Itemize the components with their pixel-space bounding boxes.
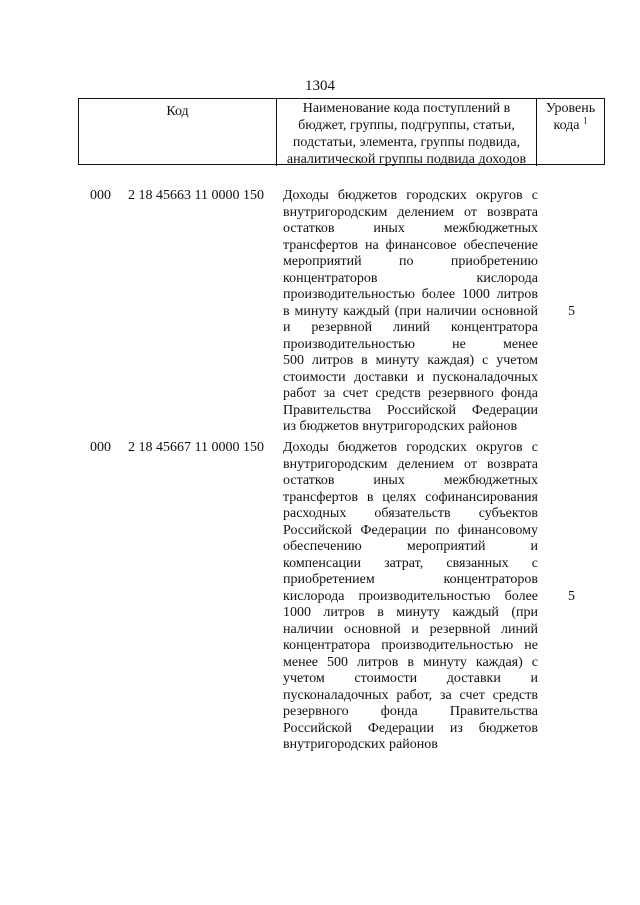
description-line: концентратора производительностью не [283, 638, 538, 653]
description-line: кислорода производительностью более [283, 588, 538, 604]
description-line: производительностью не менее [283, 336, 538, 352]
description-line: 1000 литров в минуту каждый (при [283, 605, 538, 620]
header-level-line2 [537, 117, 604, 134]
description-line: в минуту каждый (при наличии основной [283, 303, 538, 319]
description-line: работ за счет средств резервного фонда [283, 386, 538, 401]
description-line: 500 литров в минуту каждая) с учетом [283, 353, 538, 368]
header-name-line: подстатьи, элемента, группы подвида, [292, 135, 521, 150]
description-line: остатков иных межбюджетных [283, 221, 538, 236]
description-line: учетом стоимости доставки и [283, 671, 538, 686]
description-line: концентраторов кислорода [283, 270, 538, 286]
budget-code: 2 18 45663 11 0000 150 [128, 188, 264, 203]
header-name-line: аналитической группы подвида доходов [286, 152, 527, 167]
description-line: компенсации затрат, связанных с [283, 555, 538, 571]
description-line: трансфертов в целях софинансирования [283, 489, 538, 505]
description-line: из бюджетов внутригородских районов [283, 419, 518, 434]
description-line: остатков иных межбюджетных [283, 473, 538, 488]
header-name [277, 99, 537, 166]
description-line: расходных обязательств субъектов [283, 506, 538, 521]
footnote-marker: 1 [583, 115, 588, 126]
header-level-line1: Уровень [545, 101, 596, 116]
description-line: Доходы бюджетов городских округов с [283, 440, 538, 455]
row-description [283, 188, 538, 436]
code-level: 5 [568, 304, 575, 319]
description-line: обеспечению мероприятий и [283, 539, 538, 554]
description-line: и резервной линий концентратора [283, 320, 538, 335]
page-number: 1304 [305, 78, 335, 94]
description-line: Российской Федерации из бюджетов [283, 720, 538, 736]
description-line: мероприятий по приобретению [283, 254, 538, 269]
description-line: внутригородским делением от возврата [283, 204, 538, 220]
description-line: Российской Федерации по финансовому [283, 522, 538, 538]
header-level-label: кода [553, 118, 580, 133]
description-line: приобретением концентраторов [283, 572, 538, 587]
header-name-line: Наименование кода поступлений в [302, 101, 511, 116]
description-line: Правительства Российской Федерации [283, 402, 538, 418]
description-line: внутригородским делением от возврата [283, 456, 538, 472]
description-line: трансфертов на финансовое обеспечение [283, 237, 538, 253]
header-name-line: бюджет, группы, подгруппы, статьи, [298, 118, 515, 133]
description-line: пусконаладочных работ, за счет средств [283, 687, 538, 703]
description-line: внутригородских районов [283, 737, 438, 752]
description-line: Доходы бюджетов городских округов с [283, 188, 538, 203]
description-line: наличии основной и резервной линий [283, 621, 538, 637]
row-description [283, 440, 538, 754]
budget-code: 2 18 45667 11 0000 150 [128, 440, 264, 455]
description-line: стоимости доставки и пусконаладочных [283, 369, 538, 385]
table-header [78, 98, 605, 165]
description-line: менее 500 литров в минуту каждая) с [283, 654, 538, 670]
code-level: 5 [568, 589, 575, 604]
description-line: резервного фонда Правительства [283, 704, 538, 719]
admin-code: 000 [90, 188, 111, 203]
description-line: производительностью более 1000 литров [283, 287, 538, 302]
admin-code: 000 [90, 440, 111, 455]
header-code: Код [79, 99, 277, 166]
header-level [537, 99, 604, 166]
